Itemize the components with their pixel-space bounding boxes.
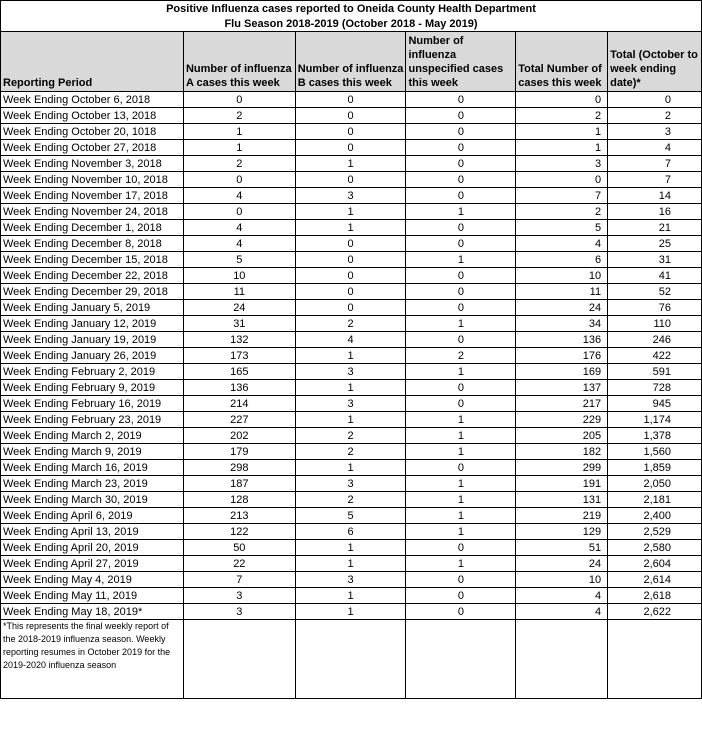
empty-cell — [183, 620, 295, 699]
table-row — [1, 204, 702, 220]
cell-cumulative-total: 16 — [608, 204, 702, 220]
cell-cumulative-total: 1,174 — [608, 412, 702, 428]
cell-influenza-b: 2 — [295, 428, 406, 444]
cell-unspecified: 0 — [406, 540, 516, 556]
cell-period: Week Ending March 23, 2019 — [1, 476, 184, 492]
cell-weekly-total: 51 — [516, 540, 608, 556]
table-row — [1, 316, 702, 332]
cell-unspecified: 1 — [406, 524, 516, 540]
cell-unspecified: 0 — [406, 300, 516, 316]
cell-period: Week Ending April 6, 2019 — [1, 508, 184, 524]
cell-cumulative-total: 4 — [608, 140, 702, 156]
cell-unspecified: 0 — [406, 380, 516, 396]
cell-period: Week Ending March 2, 2019 — [1, 428, 184, 444]
cell-weekly-total: 7 — [516, 188, 608, 204]
cell-weekly-total: 136 — [516, 332, 608, 348]
cell-unspecified: 1 — [406, 364, 516, 380]
cell-influenza-b: 0 — [295, 92, 406, 108]
cell-influenza-a: 3 — [183, 588, 295, 604]
header-total: Total Number of cases this week — [516, 32, 608, 92]
header-b: Number of influenza B cases this week — [295, 32, 406, 92]
table-row — [1, 508, 702, 524]
cell-period: Week Ending November 3, 2018 — [1, 156, 184, 172]
cell-influenza-b: 4 — [295, 332, 406, 348]
cell-weekly-total: 229 — [516, 412, 608, 428]
table-row — [1, 92, 702, 108]
cell-period: Week Ending February 2, 2019 — [1, 364, 184, 380]
cell-influenza-a: 24 — [183, 300, 295, 316]
cell-cumulative-total: 1,859 — [608, 460, 702, 476]
cell-period: Week Ending April 27, 2019 — [1, 556, 184, 572]
table-row — [1, 588, 702, 604]
cell-cumulative-total: 52 — [608, 284, 702, 300]
cell-influenza-b: 3 — [295, 476, 406, 492]
table-row — [1, 348, 702, 364]
cell-influenza-a: 0 — [183, 172, 295, 188]
cell-influenza-b: 0 — [295, 300, 406, 316]
cell-cumulative-total: 2,618 — [608, 588, 702, 604]
cell-influenza-a: 0 — [183, 92, 295, 108]
cell-influenza-a: 173 — [183, 348, 295, 364]
table-row — [1, 268, 702, 284]
cell-weekly-total: 2 — [516, 108, 608, 124]
cell-influenza-b: 1 — [295, 412, 406, 428]
cell-unspecified: 1 — [406, 316, 516, 332]
cell-weekly-total: 217 — [516, 396, 608, 412]
cell-period: Week Ending October 6, 2018 — [1, 92, 184, 108]
cell-unspecified: 0 — [406, 236, 516, 252]
cell-unspecified: 0 — [406, 268, 516, 284]
cell-weekly-total: 219 — [516, 508, 608, 524]
cell-weekly-total: 191 — [516, 476, 608, 492]
cell-influenza-b: 0 — [295, 284, 406, 300]
cell-influenza-b: 2 — [295, 492, 406, 508]
cell-cumulative-total: 1,378 — [608, 428, 702, 444]
cell-weekly-total: 3 — [516, 156, 608, 172]
cell-period: Week Ending December 29, 2018 — [1, 284, 184, 300]
footnote-row — [1, 620, 702, 699]
cell-influenza-b: 2 — [295, 444, 406, 460]
title-row-2 — [1, 16, 702, 32]
table-row — [1, 396, 702, 412]
cell-influenza-a: 214 — [183, 396, 295, 412]
table-row — [1, 236, 702, 252]
cell-period: Week Ending December 15, 2018 — [1, 252, 184, 268]
cell-cumulative-total: 2,580 — [608, 540, 702, 556]
cell-influenza-b: 3 — [295, 396, 406, 412]
cell-weekly-total: 0 — [516, 92, 608, 108]
cell-unspecified: 1 — [406, 412, 516, 428]
cell-period: Week Ending October 13, 2018 — [1, 108, 184, 124]
table-row — [1, 284, 702, 300]
cell-unspecified: 1 — [406, 204, 516, 220]
cell-cumulative-total: 2 — [608, 108, 702, 124]
table-row — [1, 300, 702, 316]
table-row — [1, 524, 702, 540]
cell-influenza-a: 165 — [183, 364, 295, 380]
cell-cumulative-total: 21 — [608, 220, 702, 236]
table-row — [1, 108, 702, 124]
cell-influenza-a: 136 — [183, 380, 295, 396]
cell-cumulative-total: 246 — [608, 332, 702, 348]
cell-weekly-total: 0 — [516, 172, 608, 188]
cell-influenza-a: 132 — [183, 332, 295, 348]
cell-cumulative-total: 2,400 — [608, 508, 702, 524]
cell-cumulative-total: 41 — [608, 268, 702, 284]
cell-unspecified: 0 — [406, 140, 516, 156]
cell-period: Week Ending April 13, 2019 — [1, 524, 184, 540]
cell-influenza-a: 10 — [183, 268, 295, 284]
cell-influenza-a: 187 — [183, 476, 295, 492]
cell-influenza-b: 6 — [295, 524, 406, 540]
cell-influenza-a: 22 — [183, 556, 295, 572]
table-row — [1, 460, 702, 476]
cell-period: Week Ending March 16, 2019 — [1, 460, 184, 476]
header-row — [1, 32, 702, 92]
cell-period: Week Ending January 19, 2019 — [1, 332, 184, 348]
cell-unspecified: 0 — [406, 124, 516, 140]
cell-cumulative-total: 2,181 — [608, 492, 702, 508]
cell-weekly-total: 169 — [516, 364, 608, 380]
cell-cumulative-total: 3 — [608, 124, 702, 140]
cell-influenza-b: 1 — [295, 220, 406, 236]
cell-cumulative-total: 7 — [608, 172, 702, 188]
cell-weekly-total: 5 — [516, 220, 608, 236]
cell-period: Week Ending January 12, 2019 — [1, 316, 184, 332]
cell-cumulative-total: 31 — [608, 252, 702, 268]
table-row — [1, 140, 702, 156]
cell-influenza-b: 0 — [295, 108, 406, 124]
header-unspecified: Number of influenza unspecified cases this week — [406, 32, 516, 92]
cell-period: Week Ending January 5, 2019 — [1, 300, 184, 316]
table-row — [1, 252, 702, 268]
cell-unspecified: 0 — [406, 108, 516, 124]
cell-weekly-total: 4 — [516, 588, 608, 604]
cell-period: Week Ending March 30, 2019 — [1, 492, 184, 508]
cell-unspecified: 0 — [406, 588, 516, 604]
cell-influenza-b: 1 — [295, 540, 406, 556]
cell-period: Week Ending November 10, 2018 — [1, 172, 184, 188]
cell-influenza-b: 1 — [295, 204, 406, 220]
cell-influenza-a: 4 — [183, 188, 295, 204]
cell-influenza-a: 213 — [183, 508, 295, 524]
empty-cell — [406, 620, 516, 699]
table-subtitle: Flu Season 2018-2019 (October 2018 - May 2019) — [1, 16, 702, 32]
table-row — [1, 364, 702, 380]
table-row — [1, 428, 702, 444]
cell-cumulative-total: 945 — [608, 396, 702, 412]
cell-influenza-a: 31 — [183, 316, 295, 332]
table-row — [1, 540, 702, 556]
cell-influenza-b: 0 — [295, 124, 406, 140]
cell-influenza-b: 3 — [295, 188, 406, 204]
cell-influenza-b: 1 — [295, 460, 406, 476]
cell-cumulative-total: 728 — [608, 380, 702, 396]
cell-influenza-a: 1 — [183, 140, 295, 156]
cell-influenza-a: 128 — [183, 492, 295, 508]
cell-influenza-a: 2 — [183, 156, 295, 172]
cell-unspecified: 0 — [406, 332, 516, 348]
empty-cell — [516, 620, 608, 699]
cell-weekly-total: 4 — [516, 604, 608, 620]
cell-influenza-a: 298 — [183, 460, 295, 476]
cell-weekly-total: 11 — [516, 284, 608, 300]
cell-influenza-a: 122 — [183, 524, 295, 540]
table-row — [1, 332, 702, 348]
cell-cumulative-total: 110 — [608, 316, 702, 332]
cell-influenza-b: 0 — [295, 140, 406, 156]
cell-influenza-b: 0 — [295, 172, 406, 188]
empty-cell — [608, 620, 702, 699]
cell-unspecified: 0 — [406, 460, 516, 476]
cell-unspecified: 1 — [406, 492, 516, 508]
cell-weekly-total: 205 — [516, 428, 608, 444]
cell-influenza-b: 0 — [295, 268, 406, 284]
cell-weekly-total: 10 — [516, 572, 608, 588]
empty-cell — [295, 620, 406, 699]
cell-cumulative-total: 2,614 — [608, 572, 702, 588]
cell-weekly-total: 10 — [516, 268, 608, 284]
cell-unspecified: 0 — [406, 156, 516, 172]
cell-period: Week Ending October 20, 1018 — [1, 124, 184, 140]
cell-influenza-a: 1 — [183, 124, 295, 140]
cell-cumulative-total: 0 — [608, 92, 702, 108]
cell-unspecified: 0 — [406, 92, 516, 108]
cell-weekly-total: 299 — [516, 460, 608, 476]
cell-influenza-a: 50 — [183, 540, 295, 556]
cell-influenza-b: 0 — [295, 252, 406, 268]
cell-influenza-b: 1 — [295, 604, 406, 620]
cell-influenza-a: 227 — [183, 412, 295, 428]
cell-weekly-total: 182 — [516, 444, 608, 460]
cell-cumulative-total: 2,050 — [608, 476, 702, 492]
cell-cumulative-total: 7 — [608, 156, 702, 172]
cell-cumulative-total: 1,560 — [608, 444, 702, 460]
cell-influenza-a: 4 — [183, 236, 295, 252]
cell-influenza-b: 1 — [295, 156, 406, 172]
cell-period: Week Ending May 18, 2019* — [1, 604, 184, 620]
header-a: Number of influenza A cases this week — [183, 32, 295, 92]
cell-unspecified: 0 — [406, 172, 516, 188]
cell-period: Week Ending October 27, 2018 — [1, 140, 184, 156]
cell-unspecified: 0 — [406, 220, 516, 236]
cell-influenza-a: 3 — [183, 604, 295, 620]
cell-period: Week Ending November 17, 2018 — [1, 188, 184, 204]
table-row — [1, 188, 702, 204]
table-row — [1, 156, 702, 172]
table-row — [1, 220, 702, 236]
cell-influenza-b: 1 — [295, 588, 406, 604]
cell-cumulative-total: 2,529 — [608, 524, 702, 540]
cell-weekly-total: 129 — [516, 524, 608, 540]
cell-unspecified: 1 — [406, 428, 516, 444]
header-cumulative: Total (October to week ending date)* — [608, 32, 702, 92]
cell-unspecified: 0 — [406, 396, 516, 412]
cell-weekly-total: 131 — [516, 492, 608, 508]
cell-period: Week Ending December 22, 2018 — [1, 268, 184, 284]
cell-period: Week Ending February 23, 2019 — [1, 412, 184, 428]
cell-influenza-b: 1 — [295, 556, 406, 572]
cell-unspecified: 1 — [406, 476, 516, 492]
table-title: Positive Influenza cases reported to Oneida County Health Department — [1, 1, 702, 17]
cell-cumulative-total: 76 — [608, 300, 702, 316]
cell-weekly-total: 4 — [516, 236, 608, 252]
cell-weekly-total: 176 — [516, 348, 608, 364]
header-period: Reporting Period — [1, 32, 184, 92]
table-row — [1, 124, 702, 140]
cell-influenza-a: 0 — [183, 204, 295, 220]
cell-influenza-b: 1 — [295, 380, 406, 396]
cell-period: Week Ending January 26, 2019 — [1, 348, 184, 364]
cell-period: Week Ending December 8, 2018 — [1, 236, 184, 252]
cell-weekly-total: 1 — [516, 124, 608, 140]
cell-period: Week Ending May 11, 2019 — [1, 588, 184, 604]
cell-period: Week Ending November 24, 2018 — [1, 204, 184, 220]
table-row — [1, 556, 702, 572]
footnote: *This represents the final weekly report of the 2018-2019 influenza season. Weekly reporting resumes in October 2019 for the 2019-2020 influenza season — [1, 620, 184, 699]
cell-period: Week Ending February 9, 2019 — [1, 380, 184, 396]
cell-influenza-a: 2 — [183, 108, 295, 124]
cell-influenza-b: 5 — [295, 508, 406, 524]
cell-influenza-b: 3 — [295, 572, 406, 588]
cell-period: Week Ending April 20, 2019 — [1, 540, 184, 556]
table-row — [1, 444, 702, 460]
table-row — [1, 412, 702, 428]
cell-weekly-total: 24 — [516, 556, 608, 572]
table-row — [1, 380, 702, 396]
table-row — [1, 572, 702, 588]
cell-unspecified: 0 — [406, 188, 516, 204]
cell-unspecified: 0 — [406, 284, 516, 300]
cell-influenza-a: 202 — [183, 428, 295, 444]
cell-weekly-total: 34 — [516, 316, 608, 332]
cell-influenza-a: 11 — [183, 284, 295, 300]
cell-unspecified: 0 — [406, 572, 516, 588]
cell-period: Week Ending March 9, 2019 — [1, 444, 184, 460]
cell-influenza-a: 4 — [183, 220, 295, 236]
cell-cumulative-total: 2,622 — [608, 604, 702, 620]
cell-period: Week Ending May 4, 2019 — [1, 572, 184, 588]
cell-weekly-total: 1 — [516, 140, 608, 156]
table-row — [1, 172, 702, 188]
table-row — [1, 604, 702, 620]
cell-influenza-b: 2 — [295, 316, 406, 332]
cell-unspecified: 1 — [406, 444, 516, 460]
cell-unspecified: 0 — [406, 604, 516, 620]
cell-unspecified: 1 — [406, 508, 516, 524]
cell-cumulative-total: 14 — [608, 188, 702, 204]
table-row — [1, 476, 702, 492]
cell-unspecified: 1 — [406, 556, 516, 572]
cell-influenza-b: 1 — [295, 348, 406, 364]
table-row — [1, 492, 702, 508]
cell-weekly-total: 6 — [516, 252, 608, 268]
cell-cumulative-total: 2,604 — [608, 556, 702, 572]
cell-influenza-a: 5 — [183, 252, 295, 268]
cell-influenza-a: 179 — [183, 444, 295, 460]
cell-unspecified: 1 — [406, 252, 516, 268]
cell-weekly-total: 2 — [516, 204, 608, 220]
cell-unspecified: 2 — [406, 348, 516, 364]
cell-cumulative-total: 591 — [608, 364, 702, 380]
cell-cumulative-total: 422 — [608, 348, 702, 364]
cell-influenza-b: 0 — [295, 236, 406, 252]
cell-cumulative-total: 25 — [608, 236, 702, 252]
title-row-1 — [1, 1, 702, 17]
cell-weekly-total: 137 — [516, 380, 608, 396]
cell-period: Week Ending February 16, 2019 — [1, 396, 184, 412]
cell-influenza-a: 7 — [183, 572, 295, 588]
cell-period: Week Ending December 1, 2018 — [1, 220, 184, 236]
cell-weekly-total: 24 — [516, 300, 608, 316]
cell-influenza-b: 3 — [295, 364, 406, 380]
